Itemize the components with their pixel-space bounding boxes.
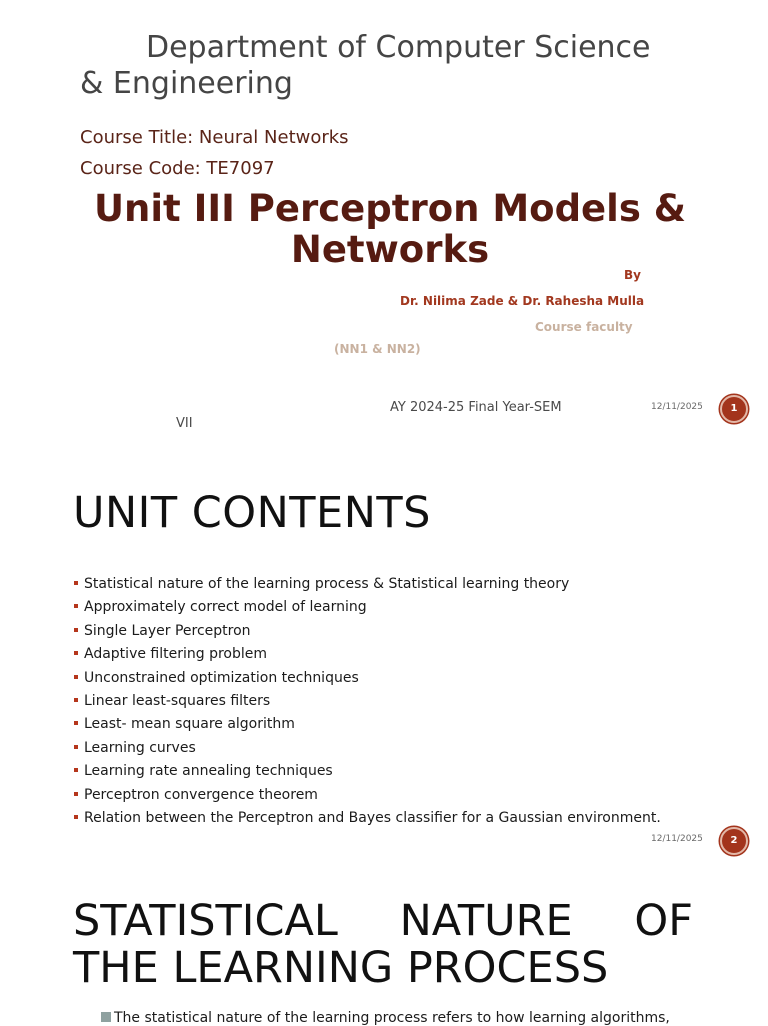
bullet-icon <box>74 721 78 725</box>
bullet-icon <box>74 604 78 608</box>
bullet-icon <box>74 698 78 702</box>
bullet-icon <box>74 628 78 632</box>
page-number-badge: 2 <box>720 827 748 855</box>
slide-date: 12/11/2025 <box>651 402 703 412</box>
list-item: Relation between the Perceptron and Bayes classifier for a Gaussian environment. <box>74 807 661 830</box>
bullet-icon <box>74 768 78 772</box>
academic-year: AY 2024-25 Final Year-SEM <box>390 400 562 415</box>
list-item: Learning curves <box>74 737 661 760</box>
slide-1 <box>0 0 768 440</box>
page-number-badge: 1 <box>720 395 748 423</box>
contents-list <box>74 573 661 830</box>
semester: VII <box>176 416 193 431</box>
list-item: Perceptron convergence theorem <box>74 784 661 807</box>
bullet-icon <box>74 745 78 749</box>
bullet-icon <box>74 792 78 796</box>
list-item: Linear least-squares filters <box>74 690 661 713</box>
list-item: Single Layer Perceptron <box>74 620 661 643</box>
slide-heading: STATISTICAL NATURE OF THE LEARNING PROCESS <box>73 896 693 993</box>
slide-heading: UNIT CONTENTS <box>73 488 431 538</box>
bullet-icon <box>74 675 78 679</box>
list-item: Statistical nature of the learning process & Statistical learning theory <box>74 573 661 596</box>
course-faculty-label: Course faculty <box>535 320 633 334</box>
list-item: Unconstrained optimization techniques <box>74 667 661 690</box>
first-paragraph: The statistical nature of the learning process refers to how learning algorithms, <box>101 1010 670 1026</box>
list-item: Learning rate annealing techniques <box>74 760 661 783</box>
by-label: By <box>624 268 641 282</box>
slide-2 <box>0 448 768 858</box>
bullet-icon <box>74 581 78 585</box>
department-title: Department of Computer Science & Engineering <box>80 30 651 101</box>
slide-3 <box>0 868 768 1024</box>
square-bullet-icon <box>101 1012 111 1022</box>
unit-title: Unit III Perceptron Models & Networks <box>93 187 687 271</box>
bullet-icon <box>74 815 78 819</box>
course-code: Course Code: TE7097 <box>80 158 275 179</box>
list-item: Least- mean square algorithm <box>74 713 661 736</box>
list-item: Adaptive filtering problem <box>74 643 661 666</box>
list-item: Approximately correct model of learning <box>74 596 661 619</box>
course-title: Course Title: Neural Networks <box>80 127 349 148</box>
authors: Dr. Nilima Zade & Dr. Rahesha Mulla <box>400 294 645 308</box>
nn-groups: (NN1 & NN2) <box>334 342 421 356</box>
bullet-icon <box>74 651 78 655</box>
slide-date: 12/11/2025 <box>651 834 703 844</box>
